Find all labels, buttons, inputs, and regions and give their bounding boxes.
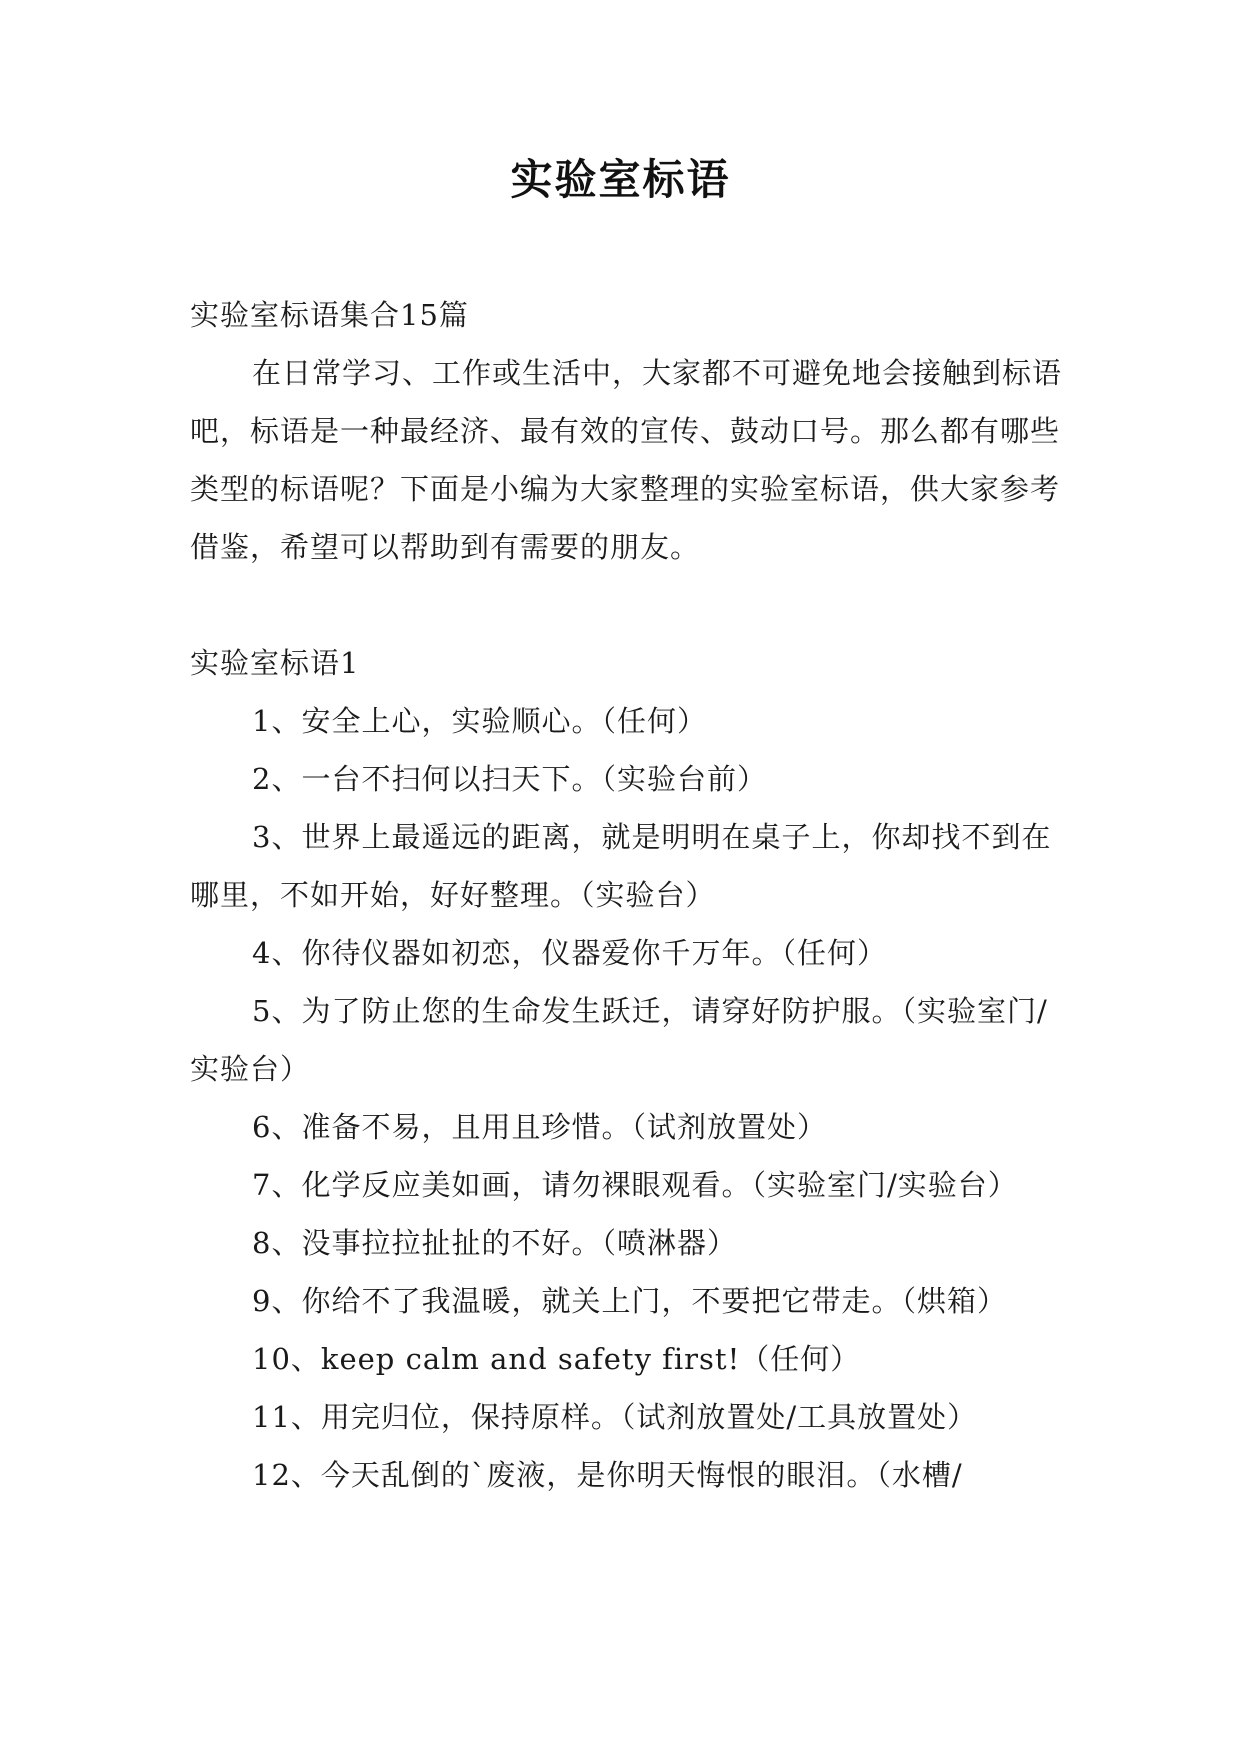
paragraph-spacer	[190, 576, 1070, 634]
slogan-item-1: 1、安全上心，实验顺心。（任何）	[252, 704, 707, 738]
slogan-item-6: 6、准备不易，且用且珍惜。（试剂放置处）	[252, 1110, 827, 1144]
section-heading: 实验室标语1	[190, 646, 360, 680]
slogan-item-8: 8、没事拉拉扯扯的不好。（喷淋器）	[252, 1226, 737, 1260]
slogan-item-2: 2、一台不扫何以扫天下。（实验台前）	[252, 762, 767, 796]
slogan-item-4: 4、你待仪器如初恋，仪器爱你千万年。（任何）	[252, 936, 887, 970]
slogan-item-5: 5、为了防止您的生命发生跃迁，请穿好防护服。（实验室门/实验台）	[190, 994, 1048, 1086]
slogan-item-9: 9、你给不了我温暖，就关上门，不要把它带走。（烘箱）	[252, 1284, 1007, 1318]
intro-paragraph: 在日常学习、工作或生活中，大家都不可避免地会接触到标语吧，标语是一种最经济、最有效的宣传、鼓动口号。那么都有哪些类型的标语呢？下面是小编为大家整理的实验室标语，供大家参考借鉴，希望可以帮助到有需要的朋友。	[190, 356, 1063, 564]
slogan-item-11: 11、用完归位，保持原样。（试剂放置处/工具放置处）	[252, 1400, 978, 1434]
document-title: 实验室标语	[510, 155, 731, 204]
slogan-item-7: 7、化学反应美如画，请勿裸眼观看。（实验室门/实验台）	[252, 1168, 1018, 1202]
slogan-item-12: 12、今天乱倒的`废液，是你明天悔恨的眼泪。（水槽/	[252, 1458, 963, 1492]
subtitle: 实验室标语集合15篇	[190, 298, 469, 332]
slogan-item-3: 3、世界上最遥远的距离，就是明明在桌子上，你却找不到在哪里，不如开始，好好整理。（实验台）	[190, 820, 1052, 912]
document-body	[190, 286, 1070, 1504]
slogan-item-10: 10、keep calm and safety first!（任何）	[252, 1342, 861, 1376]
